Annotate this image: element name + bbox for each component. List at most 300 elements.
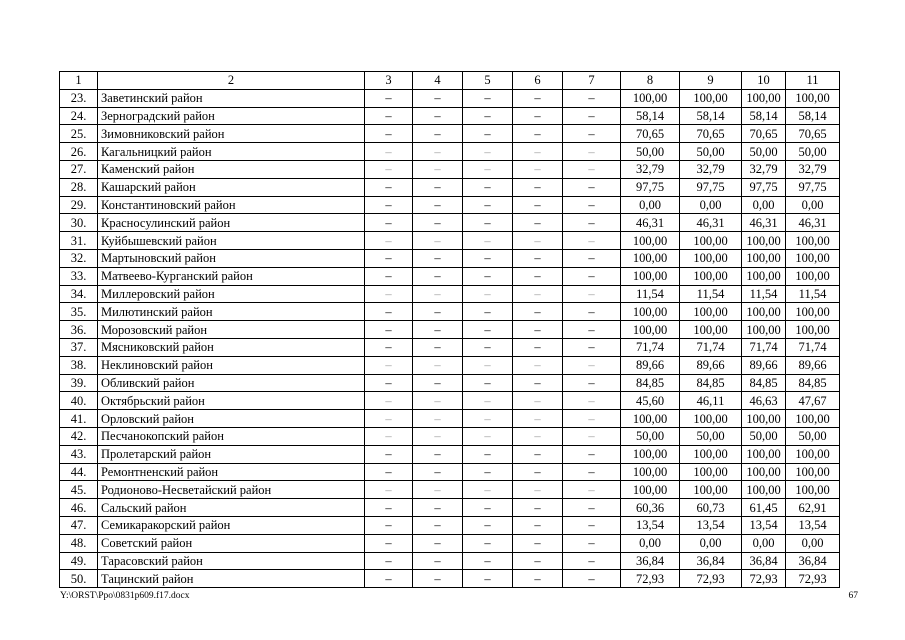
table-row (60, 125, 840, 143)
value-cell: 50,00 (621, 143, 680, 161)
value-cell: 100,00 (680, 463, 742, 481)
dash-cell: – (513, 552, 563, 570)
dash-cell: – (563, 160, 621, 178)
district-name-cell: Матвеево-Курганский район (98, 267, 365, 285)
dash-cell: – (513, 427, 563, 445)
dash-cell: – (413, 249, 463, 267)
value-cell: 100,00 (786, 481, 840, 499)
dash-cell: – (413, 107, 463, 125)
table-row (60, 570, 840, 588)
district-name-cell: Октябрьский район (98, 392, 365, 410)
dash-cell: – (413, 143, 463, 161)
district-name-cell: Милютинский район (98, 303, 365, 321)
value-cell: 32,79 (742, 160, 786, 178)
dash-cell: – (513, 463, 563, 481)
dash-cell: – (463, 410, 513, 428)
dash-cell: – (563, 249, 621, 267)
row-number-cell: 41. (60, 410, 98, 428)
dash-cell: – (365, 321, 413, 339)
dash-cell: – (563, 570, 621, 588)
district-name-cell: Каменский район (98, 160, 365, 178)
value-cell: 100,00 (680, 249, 742, 267)
value-cell: 46,11 (680, 392, 742, 410)
dash-cell: – (513, 143, 563, 161)
header-cell: 1 (60, 72, 98, 90)
dash-cell: – (463, 338, 513, 356)
row-number-cell: 39. (60, 374, 98, 392)
dash-cell: – (563, 516, 621, 534)
row-number-cell: 25. (60, 125, 98, 143)
dash-cell: – (463, 178, 513, 196)
dash-cell: – (563, 107, 621, 125)
value-cell: 45,60 (621, 392, 680, 410)
dash-cell: – (513, 89, 563, 107)
dash-cell: – (463, 249, 513, 267)
value-cell: 36,84 (742, 552, 786, 570)
value-cell: 89,66 (742, 356, 786, 374)
dash-cell: – (563, 552, 621, 570)
value-cell: 13,54 (621, 516, 680, 534)
dash-cell: – (463, 427, 513, 445)
table-row (60, 463, 840, 481)
dash-cell: – (513, 374, 563, 392)
value-cell: 100,00 (786, 321, 840, 339)
dash-cell: – (413, 214, 463, 232)
value-cell: 100,00 (621, 232, 680, 250)
value-cell: 70,65 (742, 125, 786, 143)
value-cell: 0,00 (680, 196, 742, 214)
dash-cell: – (463, 285, 513, 303)
dash-cell: – (463, 321, 513, 339)
dash-cell: – (365, 374, 413, 392)
dash-cell: – (463, 445, 513, 463)
value-cell: 100,00 (621, 321, 680, 339)
row-number-cell: 30. (60, 214, 98, 232)
dash-cell: – (413, 410, 463, 428)
value-cell: 58,14 (742, 107, 786, 125)
row-number-cell: 33. (60, 267, 98, 285)
value-cell: 0,00 (786, 196, 840, 214)
value-cell: 100,00 (786, 232, 840, 250)
table-row (60, 178, 840, 196)
table-row (60, 160, 840, 178)
dash-cell: – (413, 499, 463, 517)
value-cell: 11,54 (786, 285, 840, 303)
value-cell: 46,31 (621, 214, 680, 232)
value-cell: 97,75 (621, 178, 680, 196)
dash-cell: – (365, 552, 413, 570)
dash-cell: – (413, 196, 463, 214)
dash-cell: – (513, 516, 563, 534)
value-cell: 100,00 (621, 249, 680, 267)
dash-cell: – (413, 570, 463, 588)
table-row (60, 321, 840, 339)
value-cell: 13,54 (786, 516, 840, 534)
row-number-cell: 28. (60, 178, 98, 196)
value-cell: 100,00 (621, 410, 680, 428)
row-number-cell: 45. (60, 481, 98, 499)
dash-cell: – (413, 125, 463, 143)
dash-cell: – (463, 303, 513, 321)
value-cell: 11,54 (680, 285, 742, 303)
dash-cell: – (463, 552, 513, 570)
value-cell: 84,85 (621, 374, 680, 392)
value-cell: 71,74 (680, 338, 742, 356)
value-cell: 100,00 (786, 410, 840, 428)
district-name-cell: Мясниковский район (98, 338, 365, 356)
value-cell: 71,74 (786, 338, 840, 356)
dash-cell: – (463, 232, 513, 250)
header-cell: 2 (98, 72, 365, 90)
dash-cell: – (513, 249, 563, 267)
value-cell: 58,14 (680, 107, 742, 125)
value-cell: 50,00 (786, 143, 840, 161)
dash-cell: – (413, 178, 463, 196)
dash-cell: – (563, 534, 621, 552)
row-number-cell: 40. (60, 392, 98, 410)
row-number-cell: 43. (60, 445, 98, 463)
dash-cell: – (513, 356, 563, 374)
dash-cell: – (365, 410, 413, 428)
value-cell: 100,00 (621, 267, 680, 285)
table-row (60, 196, 840, 214)
dash-cell: – (463, 125, 513, 143)
value-cell: 47,67 (786, 392, 840, 410)
value-cell: 62,91 (786, 499, 840, 517)
dash-cell: – (365, 499, 413, 517)
district-name-cell: Тарасовский район (98, 552, 365, 570)
page-number: 67 (848, 591, 858, 601)
row-number-cell: 27. (60, 160, 98, 178)
dash-cell: – (365, 214, 413, 232)
value-cell: 100,00 (680, 445, 742, 463)
dash-cell: – (513, 481, 563, 499)
value-cell: 100,00 (786, 267, 840, 285)
dash-cell: – (413, 534, 463, 552)
value-cell: 100,00 (742, 303, 786, 321)
header-cell: 11 (786, 72, 840, 90)
dash-cell: – (513, 499, 563, 517)
value-cell: 100,00 (621, 303, 680, 321)
dash-cell: – (365, 143, 413, 161)
header-cell: 10 (742, 72, 786, 90)
value-cell: 100,00 (680, 321, 742, 339)
value-cell: 50,00 (742, 427, 786, 445)
dash-cell: – (513, 410, 563, 428)
dash-cell: – (463, 392, 513, 410)
dash-cell: – (413, 374, 463, 392)
dash-cell: – (513, 392, 563, 410)
table-row (60, 89, 840, 107)
table-row (60, 552, 840, 570)
dash-cell: – (413, 338, 463, 356)
dash-cell: – (413, 232, 463, 250)
dash-cell: – (365, 196, 413, 214)
value-cell: 11,54 (742, 285, 786, 303)
dash-cell: – (513, 445, 563, 463)
value-cell: 97,75 (742, 178, 786, 196)
table-row (60, 516, 840, 534)
value-cell: 100,00 (742, 410, 786, 428)
value-cell: 84,85 (742, 374, 786, 392)
value-cell: 32,79 (680, 160, 742, 178)
dash-cell: – (563, 178, 621, 196)
district-name-cell: Орловский район (98, 410, 365, 428)
row-number-cell: 49. (60, 552, 98, 570)
dash-cell: – (513, 232, 563, 250)
dash-cell: – (463, 143, 513, 161)
value-cell: 32,79 (621, 160, 680, 178)
value-cell: 89,66 (680, 356, 742, 374)
value-cell: 100,00 (680, 232, 742, 250)
dash-cell: – (413, 445, 463, 463)
dash-cell: – (463, 481, 513, 499)
dash-cell: – (365, 89, 413, 107)
table-row (60, 427, 840, 445)
district-name-cell: Ремонтненский район (98, 463, 365, 481)
value-cell: 100,00 (742, 463, 786, 481)
dash-cell: – (413, 89, 463, 107)
value-cell: 50,00 (621, 427, 680, 445)
value-cell: 100,00 (742, 249, 786, 267)
dash-cell: – (365, 392, 413, 410)
value-cell: 0,00 (680, 534, 742, 552)
row-number-cell: 42. (60, 427, 98, 445)
value-cell: 32,79 (786, 160, 840, 178)
dash-cell: – (563, 356, 621, 374)
value-cell: 100,00 (742, 445, 786, 463)
dash-cell: – (513, 178, 563, 196)
dash-cell: – (513, 534, 563, 552)
dash-cell: – (463, 463, 513, 481)
table-row (60, 392, 840, 410)
table-row (60, 410, 840, 428)
value-cell: 100,00 (786, 249, 840, 267)
district-name-cell: Куйбышевский район (98, 232, 365, 250)
dash-cell: – (365, 427, 413, 445)
table-row (60, 214, 840, 232)
dash-cell: – (513, 107, 563, 125)
row-number-cell: 46. (60, 499, 98, 517)
value-cell: 100,00 (680, 410, 742, 428)
district-name-cell: Советский район (98, 534, 365, 552)
value-cell: 89,66 (786, 356, 840, 374)
dash-cell: – (413, 427, 463, 445)
table-row (60, 481, 840, 499)
value-cell: 11,54 (621, 285, 680, 303)
row-number-cell: 37. (60, 338, 98, 356)
value-cell: 50,00 (742, 143, 786, 161)
header-cell: 4 (413, 72, 463, 90)
district-name-cell: Зимовниковский район (98, 125, 365, 143)
value-cell: 100,00 (786, 445, 840, 463)
dash-cell: – (413, 392, 463, 410)
value-cell: 100,00 (621, 445, 680, 463)
dash-cell: – (413, 481, 463, 499)
value-cell: 13,54 (680, 516, 742, 534)
file-path-footer: Y:\ORST\Ppo\0831p609.f17.docx (60, 591, 190, 601)
data-table (59, 71, 840, 588)
row-number-cell: 48. (60, 534, 98, 552)
value-cell: 100,00 (742, 321, 786, 339)
dash-cell: – (463, 356, 513, 374)
district-name-cell: Семикаракорский район (98, 516, 365, 534)
table-row (60, 267, 840, 285)
dash-cell: – (463, 516, 513, 534)
dash-cell: – (563, 125, 621, 143)
row-number-cell: 50. (60, 570, 98, 588)
value-cell: 50,00 (680, 143, 742, 161)
dash-cell: – (413, 552, 463, 570)
dash-cell: – (513, 160, 563, 178)
dash-cell: – (563, 410, 621, 428)
value-cell: 50,00 (786, 427, 840, 445)
value-cell: 100,00 (680, 267, 742, 285)
value-cell: 60,36 (621, 499, 680, 517)
dash-cell: – (563, 427, 621, 445)
value-cell: 0,00 (742, 534, 786, 552)
value-cell: 100,00 (786, 303, 840, 321)
dash-cell: – (463, 499, 513, 517)
header-cell: 5 (463, 72, 513, 90)
value-cell: 72,93 (621, 570, 680, 588)
dash-cell: – (365, 267, 413, 285)
table-row (60, 249, 840, 267)
value-cell: 46,31 (786, 214, 840, 232)
value-cell: 70,65 (621, 125, 680, 143)
district-name-cell: Константиновский район (98, 196, 365, 214)
value-cell: 36,84 (786, 552, 840, 570)
value-cell: 71,74 (621, 338, 680, 356)
dash-cell: – (563, 392, 621, 410)
district-name-cell: Мартыновский район (98, 249, 365, 267)
value-cell: 13,54 (742, 516, 786, 534)
dash-cell: – (563, 374, 621, 392)
value-cell: 100,00 (786, 89, 840, 107)
dash-cell: – (463, 196, 513, 214)
district-name-cell: Миллеровский район (98, 285, 365, 303)
value-cell: 58,14 (621, 107, 680, 125)
value-cell: 60,73 (680, 499, 742, 517)
dash-cell: – (463, 89, 513, 107)
dash-cell: – (563, 196, 621, 214)
header-cell: 9 (680, 72, 742, 90)
dash-cell: – (513, 321, 563, 339)
dash-cell: – (513, 303, 563, 321)
dash-cell: – (563, 214, 621, 232)
value-cell: 72,93 (742, 570, 786, 588)
dash-cell: – (563, 321, 621, 339)
table-row (60, 356, 840, 374)
dash-cell: – (563, 499, 621, 517)
value-cell: 0,00 (786, 534, 840, 552)
table-row (60, 499, 840, 517)
district-name-cell: Пролетарский район (98, 445, 365, 463)
value-cell: 71,74 (742, 338, 786, 356)
value-cell: 58,14 (786, 107, 840, 125)
district-name-cell: Обливский район (98, 374, 365, 392)
district-name-cell: Зерноградский район (98, 107, 365, 125)
value-cell: 0,00 (621, 196, 680, 214)
table-row (60, 143, 840, 161)
value-cell: 0,00 (742, 196, 786, 214)
row-number-cell: 26. (60, 143, 98, 161)
value-cell: 36,84 (621, 552, 680, 570)
dash-cell: – (413, 285, 463, 303)
dash-cell: – (563, 232, 621, 250)
dash-cell: – (365, 160, 413, 178)
district-name-cell: Тацинский район (98, 570, 365, 588)
dash-cell: – (563, 285, 621, 303)
header-cell: 3 (365, 72, 413, 90)
value-cell: 50,00 (680, 427, 742, 445)
dash-cell: – (513, 267, 563, 285)
header-row (60, 72, 840, 90)
row-number-cell: 29. (60, 196, 98, 214)
value-cell: 100,00 (621, 463, 680, 481)
row-number-cell: 24. (60, 107, 98, 125)
district-name-cell: Сальский район (98, 499, 365, 517)
table-row (60, 338, 840, 356)
district-name-cell: Красносулинский район (98, 214, 365, 232)
row-number-cell: 36. (60, 321, 98, 339)
dash-cell: – (463, 267, 513, 285)
dash-cell: – (365, 303, 413, 321)
dash-cell: – (365, 107, 413, 125)
dash-cell: – (463, 570, 513, 588)
table-row (60, 374, 840, 392)
dash-cell: – (513, 338, 563, 356)
value-cell: 46,31 (742, 214, 786, 232)
district-name-cell: Неклиновский район (98, 356, 365, 374)
dash-cell: – (365, 570, 413, 588)
row-number-cell: 32. (60, 249, 98, 267)
value-cell: 100,00 (680, 481, 742, 499)
table-row (60, 303, 840, 321)
dash-cell: – (365, 338, 413, 356)
header-cell: 8 (621, 72, 680, 90)
dash-cell: – (513, 125, 563, 143)
dash-cell: – (563, 445, 621, 463)
dash-cell: – (563, 89, 621, 107)
dash-cell: – (365, 285, 413, 303)
row-number-cell: 35. (60, 303, 98, 321)
row-number-cell: 31. (60, 232, 98, 250)
value-cell: 70,65 (786, 125, 840, 143)
dash-cell: – (513, 214, 563, 232)
value-cell: 100,00 (680, 303, 742, 321)
dash-cell: – (463, 534, 513, 552)
row-number-cell: 47. (60, 516, 98, 534)
value-cell: 89,66 (621, 356, 680, 374)
dash-cell: – (413, 160, 463, 178)
value-cell: 70,65 (680, 125, 742, 143)
dash-cell: – (365, 178, 413, 196)
dash-cell: – (413, 516, 463, 534)
value-cell: 100,00 (621, 89, 680, 107)
value-cell: 46,31 (680, 214, 742, 232)
value-cell: 100,00 (742, 89, 786, 107)
dash-cell: – (463, 214, 513, 232)
dash-cell: – (563, 463, 621, 481)
row-number-cell: 34. (60, 285, 98, 303)
dash-cell: – (513, 570, 563, 588)
value-cell: 84,85 (680, 374, 742, 392)
district-name-cell: Морозовский район (98, 321, 365, 339)
table-row (60, 285, 840, 303)
value-cell: 97,75 (786, 178, 840, 196)
dash-cell: – (365, 125, 413, 143)
